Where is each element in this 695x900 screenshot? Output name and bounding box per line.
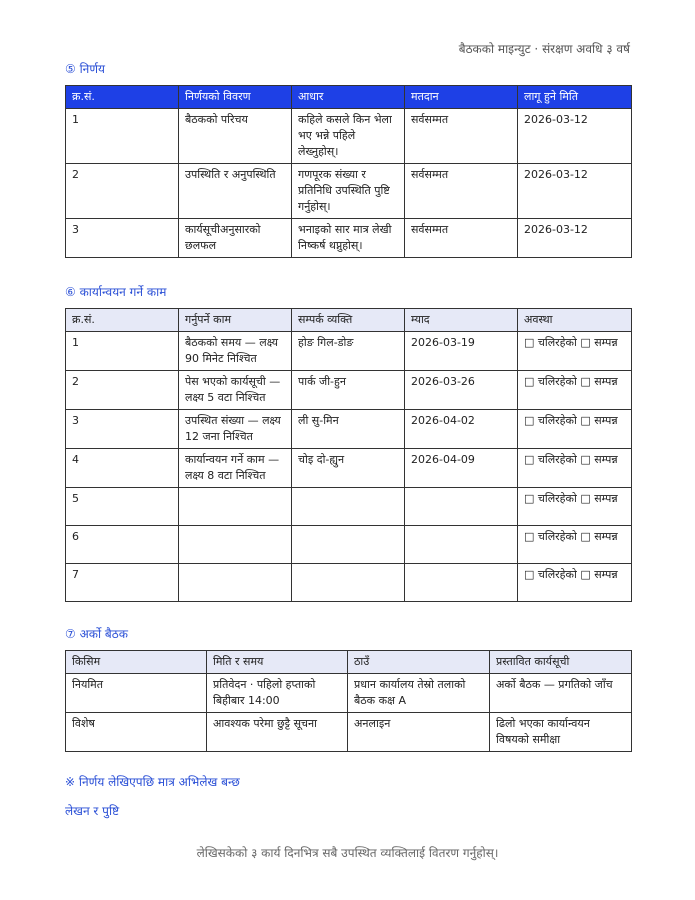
table-cell: अर्को बैठक — प्रगतिको जाँच — [490, 674, 632, 713]
table-cell: 2 — [66, 371, 179, 410]
status-checkboxes[interactable]: □ चलिरहेको □ सम्पन्न — [518, 526, 632, 564]
column-header: अवस्था — [518, 309, 632, 332]
status-checkboxes[interactable]: □ चलिरहेको □ सम्पन्न — [518, 332, 632, 371]
column-header: प्रस्तावित कार्यसूची — [490, 651, 632, 674]
table-cell[interactable] — [292, 488, 405, 526]
table-cell: बैठकको परिचय — [179, 109, 292, 164]
table-cell: 3 — [66, 410, 179, 449]
table-cell: 2026-03-12 — [518, 109, 632, 164]
status-checkboxes[interactable]: □ चलिरहेको □ सम्पन्न — [518, 371, 632, 410]
table-row — [66, 332, 632, 371]
table-row — [66, 164, 632, 219]
table-cell: 2026-03-19 — [405, 332, 518, 371]
table-cell: 2 — [66, 164, 179, 219]
table-cell: बैठकको समय — लक्ष्य 90 मिनेट निश्चित — [179, 332, 292, 371]
table-cell: सर्वसम्मत — [405, 109, 518, 164]
table-cell: उपस्थिति र अनुपस्थिति — [179, 164, 292, 219]
table-cell[interactable] — [292, 526, 405, 564]
column-header: मतदान — [405, 86, 518, 109]
table-cell: होङ गिल-डोङ — [292, 332, 405, 371]
table-row — [66, 449, 632, 488]
table-cell: 3 — [66, 219, 179, 258]
column-header: म्याद — [405, 309, 518, 332]
status-checkboxes[interactable]: □ चलिरहेको □ सम्पन्न — [518, 488, 632, 526]
table-cell: आवश्यक परेमा छुट्टै सूचना — [207, 713, 348, 752]
table-row — [66, 219, 632, 258]
column-header: सम्पर्क व्यक्ति — [292, 309, 405, 332]
table-cell: 6 — [66, 526, 179, 564]
decisions-header-row — [66, 86, 632, 109]
table-cell: 7 — [66, 564, 179, 602]
table-cell: प्रतिवेदन · पहिलो हप्ताको बिहीबार 14:00 — [207, 674, 348, 713]
table-cell: ली सु-मिन — [292, 410, 405, 449]
table-cell: 1 — [66, 332, 179, 371]
column-header: ठाउँ — [348, 651, 490, 674]
status-checkboxes[interactable]: □ चलिरहेको □ सम्पन्न — [518, 449, 632, 488]
table-cell: नियमित — [66, 674, 207, 713]
next-meeting-header-row — [66, 651, 632, 674]
table-cell: सर्वसम्मत — [405, 219, 518, 258]
table-row — [66, 371, 632, 410]
column-header: क्र.सं. — [66, 309, 179, 332]
decisions-table — [65, 85, 632, 258]
table-cell[interactable] — [405, 526, 518, 564]
table-cell[interactable] — [405, 488, 518, 526]
table-row — [66, 410, 632, 449]
document-header: बैठकको माइन्युट · संरक्षण अवधि ३ वर्ष — [458, 42, 630, 56]
column-header: निर्णयको विवरण — [179, 86, 292, 109]
table-cell[interactable] — [292, 564, 405, 602]
table-cell: 2026-04-09 — [405, 449, 518, 488]
table-cell: 4 — [66, 449, 179, 488]
column-header: मिति र समय — [207, 651, 348, 674]
table-cell: कार्यान्वयन गर्ने काम — लक्ष्य 8 वटा निश्चित — [179, 449, 292, 488]
table-row — [66, 109, 632, 164]
column-header: क्र.सं. — [66, 86, 179, 109]
column-header: किसिम — [66, 651, 207, 674]
table-cell: उपस्थित संख्या — लक्ष्य 12 जना निश्चित — [179, 410, 292, 449]
table-cell: 1 — [66, 109, 179, 164]
table-row — [66, 713, 632, 752]
table-cell: ढिलो भएका कार्यान्वयन विषयको समीक्षा — [490, 713, 632, 752]
next-meeting-table — [65, 650, 632, 752]
table-cell: पेस भएको कार्यसूची — लक्ष्य 5 वटा निश्चित — [179, 371, 292, 410]
table-cell: 2026-03-12 — [518, 164, 632, 219]
actions-section-title: ⑥ कार्यान्वयन गर्ने काम — [65, 285, 167, 299]
actions-table — [65, 308, 632, 602]
table-row — [66, 526, 632, 564]
signature-label: लेखन र पुष्टि — [65, 804, 120, 818]
table-cell: 5 — [66, 488, 179, 526]
distribution-footer: लेखिसकेको ३ कार्य दिनभित्र सबै उपस्थित व्यक्तिलाई वितरण गर्नुहोस्। — [196, 846, 499, 860]
table-row — [66, 488, 632, 526]
table-cell: चोइ दो-ह्युन — [292, 449, 405, 488]
table-cell: 2026-04-02 — [405, 410, 518, 449]
table-row — [66, 674, 632, 713]
status-checkboxes[interactable]: □ चलिरहेको □ सम्पन्न — [518, 410, 632, 449]
table-cell[interactable] — [179, 564, 292, 602]
table-cell: भनाइको सार मात्र लेखी निष्कर्ष थप्नुहोस्। — [292, 219, 405, 258]
table-cell: प्रधान कार्यालय तेस्रो तलाको बैठक कक्ष A — [348, 674, 490, 713]
table-cell: 2026-03-26 — [405, 371, 518, 410]
table-cell: 2026-03-12 — [518, 219, 632, 258]
table-cell: सर्वसम्मत — [405, 164, 518, 219]
table-cell: गणपूरक संख्या र प्रतिनिधि उपस्थिति पुष्टि गर्नुहोस्। — [292, 164, 405, 219]
record-note: ※ निर्णय लेखिएपछि मात्र अभिलेख बन्छ — [65, 775, 240, 789]
status-checkboxes[interactable]: □ चलिरहेको □ सम्पन्न — [518, 564, 632, 602]
table-cell[interactable] — [179, 526, 292, 564]
table-cell: विशेष — [66, 713, 207, 752]
next-meeting-section-title: ⑦ अर्को बैठक — [65, 627, 128, 641]
table-cell: कहिले कसले किन भेला भए भन्ने पहिले लेख्नुहोस्। — [292, 109, 405, 164]
table-row — [66, 564, 632, 602]
table-cell: अनलाइन — [348, 713, 490, 752]
table-cell: पार्क जी-हुन — [292, 371, 405, 410]
actions-header-row — [66, 309, 632, 332]
table-cell[interactable] — [179, 488, 292, 526]
column-header: गर्नुपर्ने काम — [179, 309, 292, 332]
column-header: लागू हुने मिति — [518, 86, 632, 109]
table-cell: कार्यसूचीअनुसारको छलफल — [179, 219, 292, 258]
column-header: आधार — [292, 86, 405, 109]
table-cell[interactable] — [405, 564, 518, 602]
decisions-section-title: ⑤ निर्णय — [65, 62, 105, 76]
